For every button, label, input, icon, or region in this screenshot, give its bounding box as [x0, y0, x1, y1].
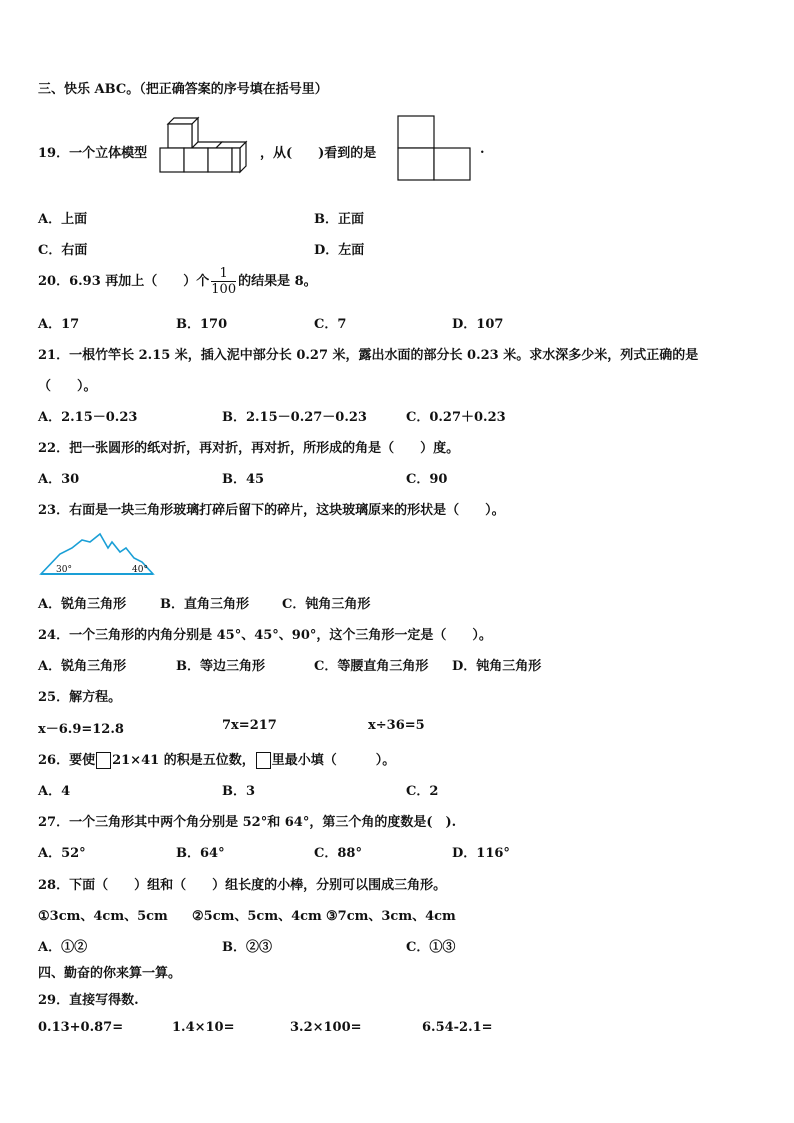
question-21-text: 21．一根竹竿长 2.15 米，插入泥中部分长 0.27 米，露出水面的部分长 0.23 米。求水深多少米，列式正确的是: [38, 348, 699, 363]
q21-option-b[interactable]: B．2.15－0.27－0.23: [222, 410, 367, 425]
q24-option-d[interactable]: D．钝角三角形: [452, 659, 542, 674]
question-19-text-middle: ，从( )看到的是: [260, 146, 377, 161]
q23-option-a[interactable]: A．锐角三角形: [38, 597, 127, 612]
q22-option-a[interactable]: A．30: [38, 472, 80, 487]
q19-option-b[interactable]: B．正面: [314, 212, 364, 227]
section-title: 四、勤奋的你来算一算。: [38, 966, 182, 981]
question-25-text: 25．解方程。: [38, 690, 122, 705]
q27-option-d[interactable]: D．116°: [452, 846, 510, 861]
question-19-end: .: [480, 142, 485, 157]
section-title: 三、快乐 ABC。（把正确答案的序号填在括号里）: [38, 82, 328, 97]
angle-30-label: 30°: [56, 565, 72, 575]
blank-box[interactable]: [256, 752, 271, 769]
question-20-text: 20．6.93 再加上（ ）个 $\frac{1}{100}$ 的结果是 8。: [38, 266, 317, 297]
equation-1: x－6.9=12.8: [38, 722, 124, 737]
stick-group-3: ③7cm、3cm、4cm: [326, 909, 456, 924]
question-29-text: 29．直接写得数.: [38, 993, 139, 1008]
angle-40-label: 40°: [132, 565, 148, 575]
equation-3: x÷36=5: [368, 718, 425, 733]
q28-option-a[interactable]: A．①②: [38, 940, 88, 955]
q23-option-c[interactable]: C．钝角三角形: [282, 597, 371, 612]
q20-option-d[interactable]: D．107: [452, 317, 504, 332]
q21-option-c[interactable]: C．0.27＋0.23: [406, 410, 506, 425]
q26-option-c[interactable]: C．2: [406, 784, 439, 799]
q22-option-b[interactable]: B．45: [222, 472, 265, 487]
q27-option-b[interactable]: B．64°: [176, 846, 225, 861]
calc-item-1: 0.13+0.87=: [38, 1020, 124, 1035]
q27-option-a[interactable]: A．52°: [38, 846, 86, 861]
calc-item-4: 6.54-2.1=: [422, 1020, 493, 1035]
q19-option-c[interactable]: C．右面: [38, 243, 88, 258]
calc-item-3: 3.2×100=: [290, 1020, 362, 1035]
question-22-text: 22．把一张圆形的纸对折，再对折，再对折，所形成的角是（ ）度。: [38, 441, 460, 456]
q20-option-b[interactable]: B．170: [176, 317, 228, 332]
q24-option-c[interactable]: C．等腰直角三角形: [314, 659, 429, 674]
equation-2: 7x=217: [222, 718, 277, 733]
question-21-text-line2: （ ）。: [38, 379, 97, 394]
blank-box[interactable]: [96, 752, 111, 769]
q26-option-a[interactable]: A．4: [38, 784, 71, 799]
cube-model-figure: [158, 114, 250, 184]
question-19-text: 19．一个立体模型: [38, 146, 148, 161]
question-28-text: 28．下面（ ）组和（ ）组长度的小棒，分别可以围成三角形。: [38, 878, 447, 893]
q24-option-b[interactable]: B．等边三角形: [176, 659, 265, 674]
q20-option-c[interactable]: C．7: [314, 317, 347, 332]
q28-option-c[interactable]: C．①③: [406, 940, 456, 955]
fraction: $\frac{1}{100}$: [211, 266, 237, 297]
question-23-text: 23．右面是一块三角形玻璃打碎后留下的碎片，这块玻璃原来的形状是（ ）。: [38, 503, 505, 518]
q20-option-a[interactable]: A．17: [38, 317, 80, 332]
glass-fragment-figure: [38, 532, 158, 578]
q23-option-b[interactable]: B．直角三角形: [160, 597, 249, 612]
q24-option-a[interactable]: A．锐角三角形: [38, 659, 127, 674]
q26-option-b[interactable]: B．3: [222, 784, 256, 799]
q19-option-d[interactable]: D．左面: [314, 243, 365, 258]
q22-option-c[interactable]: C．90: [406, 472, 448, 487]
question-24-text: 24．一个三角形的内角分别是 45°、45°、90°，这个三角形一定是（ ）。: [38, 628, 492, 643]
view-shape-figure: [396, 114, 472, 182]
stick-group-1: ①3cm、4cm、5cm: [38, 909, 168, 924]
q19-option-a[interactable]: A．上面: [38, 212, 88, 227]
q28-option-b[interactable]: B．②③: [222, 940, 272, 955]
question-26-text: 26．要使 21×41 的积是五位数， 里最小填（ ）。: [38, 753, 396, 768]
calc-item-2: 1.4×10=: [172, 1020, 235, 1035]
question-27-text: 27．一个三角形其中两个角分别是 52°和 64°，第三个角的度数是( ).: [38, 815, 457, 830]
stick-group-2: ②5cm、5cm、4cm: [192, 909, 322, 924]
q27-option-c[interactable]: C．88°: [314, 846, 362, 861]
q21-option-a[interactable]: A．2.15－0.23: [38, 410, 138, 425]
